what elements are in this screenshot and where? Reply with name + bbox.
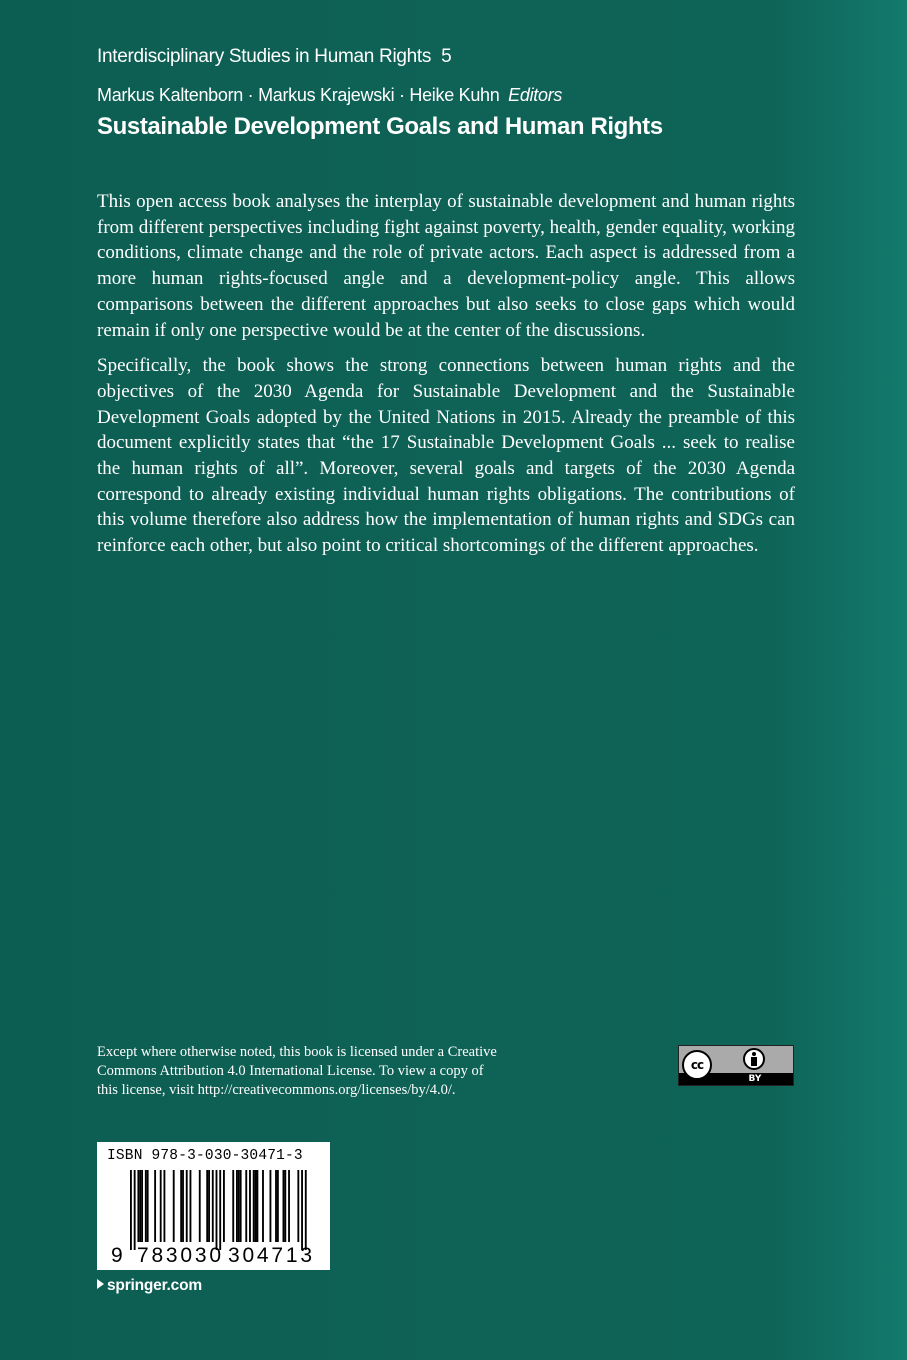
barcode-bar <box>236 1170 238 1242</box>
barcode-bar <box>139 1170 141 1242</box>
series-volume: 5 <box>441 46 452 67</box>
series-line <box>97 46 451 68</box>
barcode-bar <box>160 1170 162 1242</box>
barcode-first-digit: 9 <box>111 1244 123 1267</box>
barcode-left-digits: 783030 <box>137 1244 221 1267</box>
barcode-bar <box>305 1170 307 1250</box>
barcode-bar <box>240 1170 242 1242</box>
barcode-bar <box>238 1170 240 1242</box>
barcode-bar <box>137 1170 139 1242</box>
license-notice <box>97 1043 567 1100</box>
barcode-bar <box>216 1170 218 1250</box>
book-title: Sustainable Development Goals and Human Rights <box>97 113 663 140</box>
editors-line <box>97 85 562 106</box>
blurb-paragraph: Specifically, the book shows the strong connections between human rights and the objectives of the 2030 Agenda for Sustainable Development and the Sustainable Development Goals adopted by the United Nations in 2015. Already the preamble of this document explicitly states that “the 17 Sustainable Development Goals ... seek to realise the human rights of all”. Moreover, several goals and targets of the 2030 Agenda correspond to already existing individual human rights obligations. The contributions of this volume therefore also address how the implementation of human rights and SDGs can reinforce each other, but also point to critical shortcomings of the different approaches. <box>97 355 795 557</box>
license-line: Commons Attribution 4.0 International License. To view a copy of <box>97 1063 484 1079</box>
editor-names: Markus Kaltenborn · Markus Krajewski · Heike Kuhn <box>97 85 500 105</box>
editors-role: Editors <box>508 85 563 105</box>
barcode-right-digits: 304713 <box>228 1244 312 1267</box>
license-line: Except where otherwise noted, this book is licensed under a Creative <box>97 1044 497 1060</box>
barcode-bar <box>275 1170 277 1242</box>
attribution-person-icon <box>743 1048 765 1070</box>
barcode-bar <box>219 1170 221 1250</box>
isbn-label: ISBN 978-3-030-30471-3 <box>107 1148 303 1164</box>
cc-by-license-badge[interactable] <box>678 1045 794 1086</box>
barcode-bar <box>134 1170 136 1250</box>
series-name: Interdisciplinary Studies in Human Rights <box>97 46 432 67</box>
barcode-bar <box>208 1170 210 1242</box>
barcode-bar <box>180 1170 182 1242</box>
barcode-bar <box>253 1170 255 1242</box>
barcode-bar <box>182 1170 184 1242</box>
by-label: BY <box>748 1074 762 1084</box>
cc-icon: cc <box>682 1050 712 1080</box>
barcode-box <box>97 1142 330 1270</box>
barcode-bar <box>255 1170 257 1242</box>
blurb <box>97 189 795 569</box>
barcode-bar <box>163 1170 165 1242</box>
barcode-bar <box>283 1170 285 1242</box>
barcode-bar <box>147 1170 149 1242</box>
barcode-bar <box>173 1170 175 1242</box>
barcode-bar <box>262 1170 264 1242</box>
barcode-bar <box>277 1170 279 1242</box>
barcode-bar <box>288 1170 290 1242</box>
barcode-bar <box>249 1170 251 1242</box>
barcode-bars <box>130 1170 307 1250</box>
barcode-bar <box>141 1170 143 1242</box>
barcode-bar <box>154 1170 156 1242</box>
blurb-paragraph: This open access book analyses the interplay of sustainable development and human rights from different perspectives including fight against poverty, health, gender equality, working conditions, climate change and the role of private actors. Each aspect is addressed from a more human rights-focused angle and a development-policy angle. This allows comparisons between the different approaches but also seeks to close gaps which would remain if only one perspective would be at the center of the discussions. <box>97 191 795 341</box>
barcode-bar <box>284 1170 286 1242</box>
arrow-right-icon <box>97 1279 104 1289</box>
barcode-bar <box>301 1170 303 1250</box>
barcode-bar <box>145 1170 147 1242</box>
barcode <box>97 1142 330 1270</box>
barcode-bar <box>297 1170 299 1242</box>
publisher-url: springer.com <box>107 1277 202 1294</box>
barcode-bar <box>245 1170 247 1242</box>
barcode-bar <box>256 1170 258 1242</box>
barcode-bar <box>190 1170 192 1242</box>
barcode-bar <box>206 1170 208 1242</box>
barcode-bar <box>232 1170 234 1242</box>
barcode-bar <box>270 1170 272 1242</box>
barcode-bar <box>223 1170 225 1242</box>
barcode-bar <box>130 1170 132 1250</box>
publisher-link[interactable] <box>97 1277 202 1295</box>
barcode-bar <box>212 1170 214 1242</box>
license-line: this license, visit http://creativecommons.org/licenses/by/4.0/. <box>97 1082 456 1098</box>
barcode-bar <box>186 1170 188 1242</box>
barcode-bar <box>199 1170 201 1242</box>
